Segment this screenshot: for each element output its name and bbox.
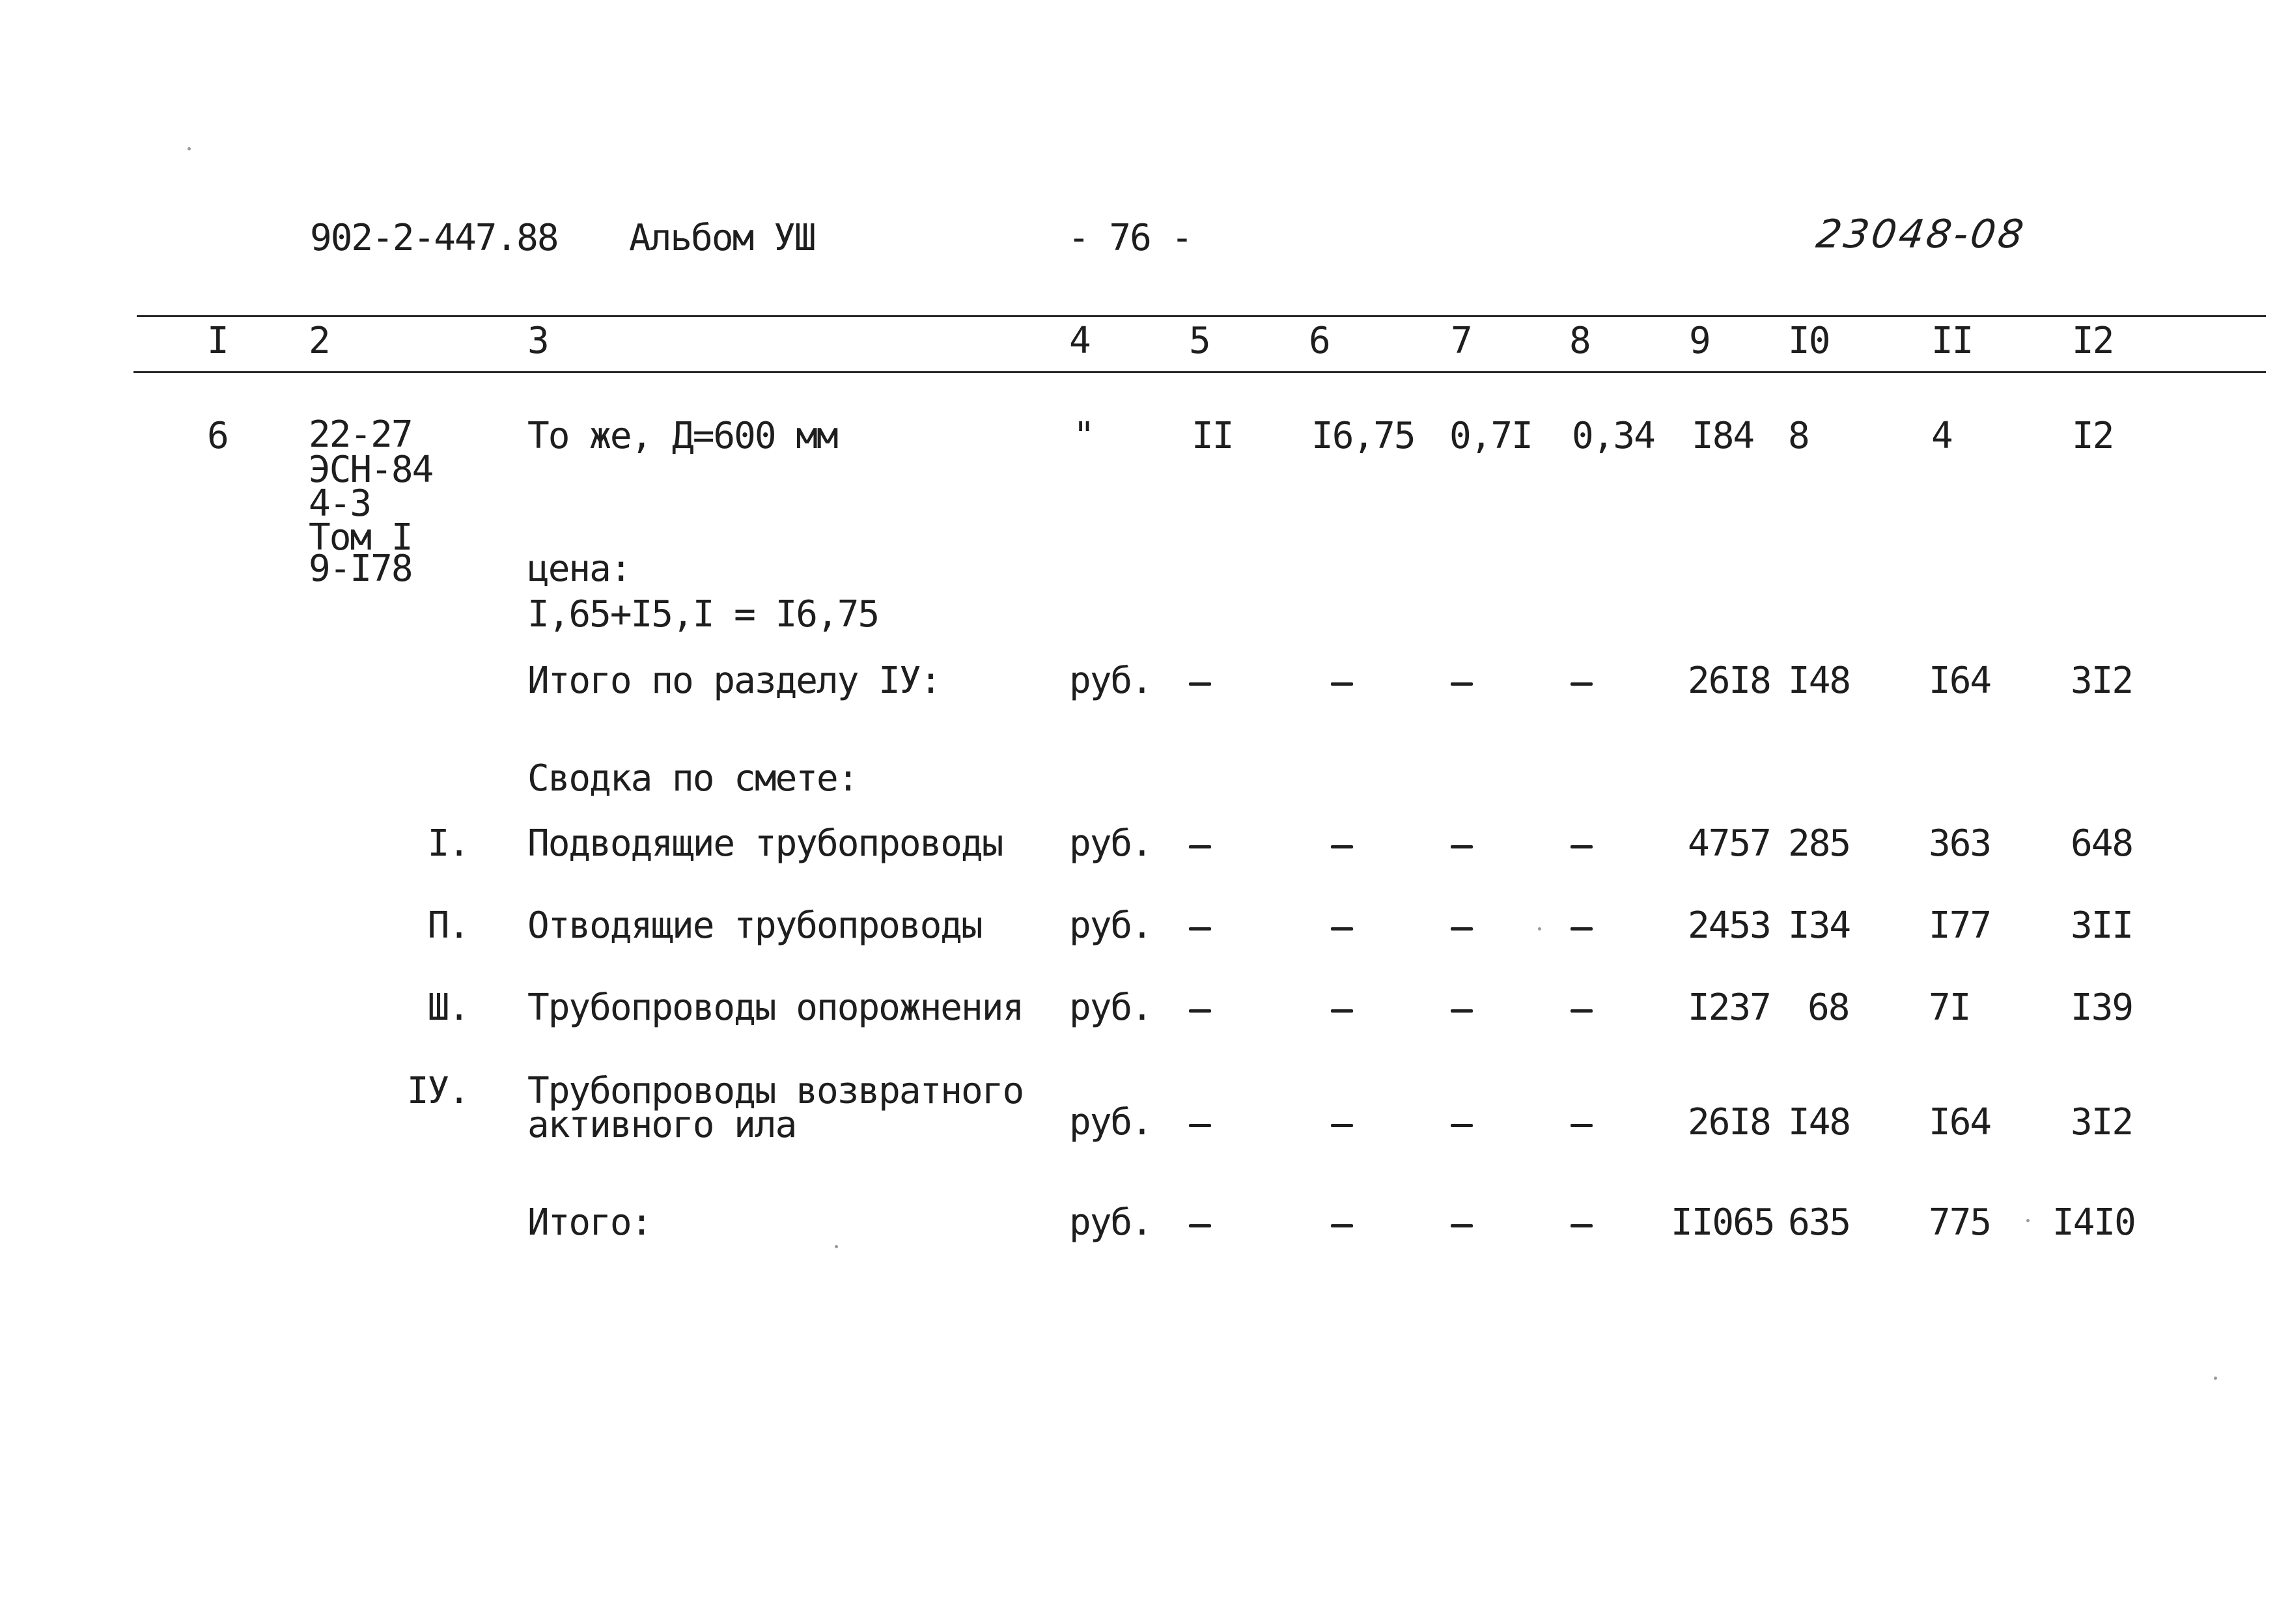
empty-cell-dash [1189, 927, 1211, 931]
cell-col11: I64 [1929, 660, 1991, 702]
unit-rub: руб. [1069, 904, 1152, 947]
column-number-6: 6 [1309, 320, 1330, 362]
cell-col12: 3II [2071, 904, 2133, 947]
page-number: - 76 - [1068, 217, 1192, 259]
empty-cell-dash [1189, 1009, 1211, 1013]
empty-cell-dash [1189, 845, 1211, 848]
unit-rub: руб. [1069, 822, 1152, 865]
price-formula: I,65+I5,I = I6,75 [527, 593, 879, 636]
empty-cell-dash [1451, 845, 1473, 848]
cell-col11: I77 [1929, 904, 1991, 947]
empty-cell-dash [1571, 1124, 1593, 1127]
table-top-rule [137, 315, 2266, 317]
column-number-1: I [207, 320, 228, 362]
column-number-4: 4 [1069, 320, 1090, 362]
norm-code-line-5: 9-I78 [309, 548, 412, 590]
empty-cell-dash [1451, 1224, 1473, 1227]
scan-speck [188, 147, 191, 150]
scan-speck [835, 1245, 838, 1248]
norm-code-line-3: 4-3 [309, 483, 371, 525]
cell-col9: 4757 [1688, 822, 1770, 865]
norm-code-line-2: ЭСН-84 [309, 449, 433, 491]
empty-cell-dash [1189, 1224, 1211, 1227]
section-roman-numeral: I. [427, 822, 469, 865]
empty-cell-dash [1331, 927, 1353, 931]
section-name-line-1: Трубопроводы возвратного [527, 1070, 1024, 1112]
cell-col9: I237 [1688, 987, 1770, 1029]
column-number-2: 2 [309, 320, 329, 362]
cell-col9: I84 [1692, 415, 1754, 457]
cell-col12: I39 [2071, 987, 2133, 1029]
empty-cell-dash [1451, 1009, 1473, 1013]
cell-col12: 3I2 [2071, 660, 2133, 702]
empty-cell-dash [1189, 682, 1211, 686]
empty-cell-dash [1571, 845, 1593, 848]
unit-rub: руб. [1069, 660, 1152, 702]
empty-cell-dash [1331, 845, 1353, 848]
empty-cell-dash [1331, 1009, 1353, 1013]
empty-cell-dash [1451, 927, 1473, 931]
cell-col10: I34 [1788, 904, 1850, 947]
column-number-8: 8 [1569, 320, 1590, 362]
grand-total-label: Итого: [527, 1201, 652, 1244]
norm-code-line-4: Том I [309, 516, 412, 559]
cell-col6: I6,75 [1311, 415, 1415, 457]
item-description: То же, Д=600 мм [527, 415, 837, 457]
cell-col9: 26I8 [1688, 660, 1770, 702]
norm-code-line-1: 22-27 [309, 413, 412, 456]
empty-cell-dash [1331, 1124, 1353, 1127]
cell-col12: 648 [2071, 822, 2133, 865]
section-name: Трубопроводы опорожнения [527, 987, 1024, 1029]
empty-cell-dash [1331, 1224, 1353, 1227]
empty-cell-dash [1571, 1224, 1593, 1227]
section-name-line-2: активного ила [527, 1104, 796, 1146]
empty-cell-dash [1451, 682, 1473, 686]
section-total-label: Итого по разделу IУ: [527, 660, 941, 702]
cell-col11: 363 [1929, 822, 1991, 865]
cell-col8: 0,34 [1572, 415, 1655, 457]
column-number-12: I2 [2072, 320, 2114, 362]
unit-rub: руб. [1069, 1101, 1152, 1143]
cell-col11: 7I [1929, 987, 1970, 1029]
cell-col11: 775 [1929, 1201, 1991, 1244]
column-number-7: 7 [1451, 320, 1472, 362]
cell-col10: I48 [1788, 1101, 1850, 1143]
item-unit: " [1073, 415, 1094, 457]
empty-cell-dash [1331, 682, 1353, 686]
cell-col11: 4 [1931, 415, 1952, 457]
scan-speck [2026, 1219, 2030, 1222]
cell-col9: 2453 [1688, 904, 1770, 947]
handwritten-stamp-number: 23048-08 [1813, 212, 2029, 257]
cell-col10: 68 [1808, 987, 1849, 1029]
cell-col12: 3I2 [2071, 1101, 2133, 1143]
section-roman-numeral: IУ. [406, 1070, 469, 1112]
unit-rub: руб. [1069, 987, 1152, 1029]
column-number-10: I0 [1788, 320, 1830, 362]
cell-col10: 8 [1788, 415, 1809, 457]
unit-rub: руб. [1069, 1201, 1152, 1244]
album-label: Альбом УШ [629, 217, 815, 259]
cell-col12: I2 [2072, 415, 2114, 457]
section-name: Подводящие трубопроводы [527, 822, 1003, 865]
price-label: цена: [527, 548, 631, 590]
scan-speck [2214, 1377, 2217, 1380]
summary-heading: Сводка по смете: [527, 757, 858, 800]
empty-cell-dash [1571, 682, 1593, 686]
table-header-rule [133, 371, 2266, 373]
document-code: 902-2-447.88 [310, 217, 558, 259]
cell-col9: II065 [1671, 1201, 1774, 1244]
empty-cell-dash [1571, 927, 1593, 931]
cell-col10: 635 [1788, 1201, 1850, 1244]
cell-col10: I48 [1788, 660, 1850, 702]
cell-col11: I64 [1929, 1101, 1991, 1143]
cell-col10: 285 [1788, 822, 1850, 865]
empty-cell-dash [1571, 1009, 1593, 1013]
row-number: 6 [207, 415, 228, 457]
cell-col12: I4I0 [2052, 1201, 2135, 1244]
empty-cell-dash [1451, 1124, 1473, 1127]
section-roman-numeral: Ш. [427, 987, 469, 1029]
section-name: Отводящие трубопроводы [527, 904, 982, 947]
empty-cell-dash [1189, 1124, 1211, 1127]
column-number-9: 9 [1689, 320, 1710, 362]
section-roman-numeral: П. [427, 904, 469, 947]
column-number-3: 3 [527, 320, 548, 362]
cell-col7: 0,7I [1449, 415, 1532, 457]
cell-col9: 26I8 [1688, 1101, 1770, 1143]
cell-col5: II [1192, 415, 1233, 457]
column-number-11: II [1931, 320, 1973, 362]
scan-speck [1538, 927, 1541, 931]
column-number-5: 5 [1189, 320, 1210, 362]
